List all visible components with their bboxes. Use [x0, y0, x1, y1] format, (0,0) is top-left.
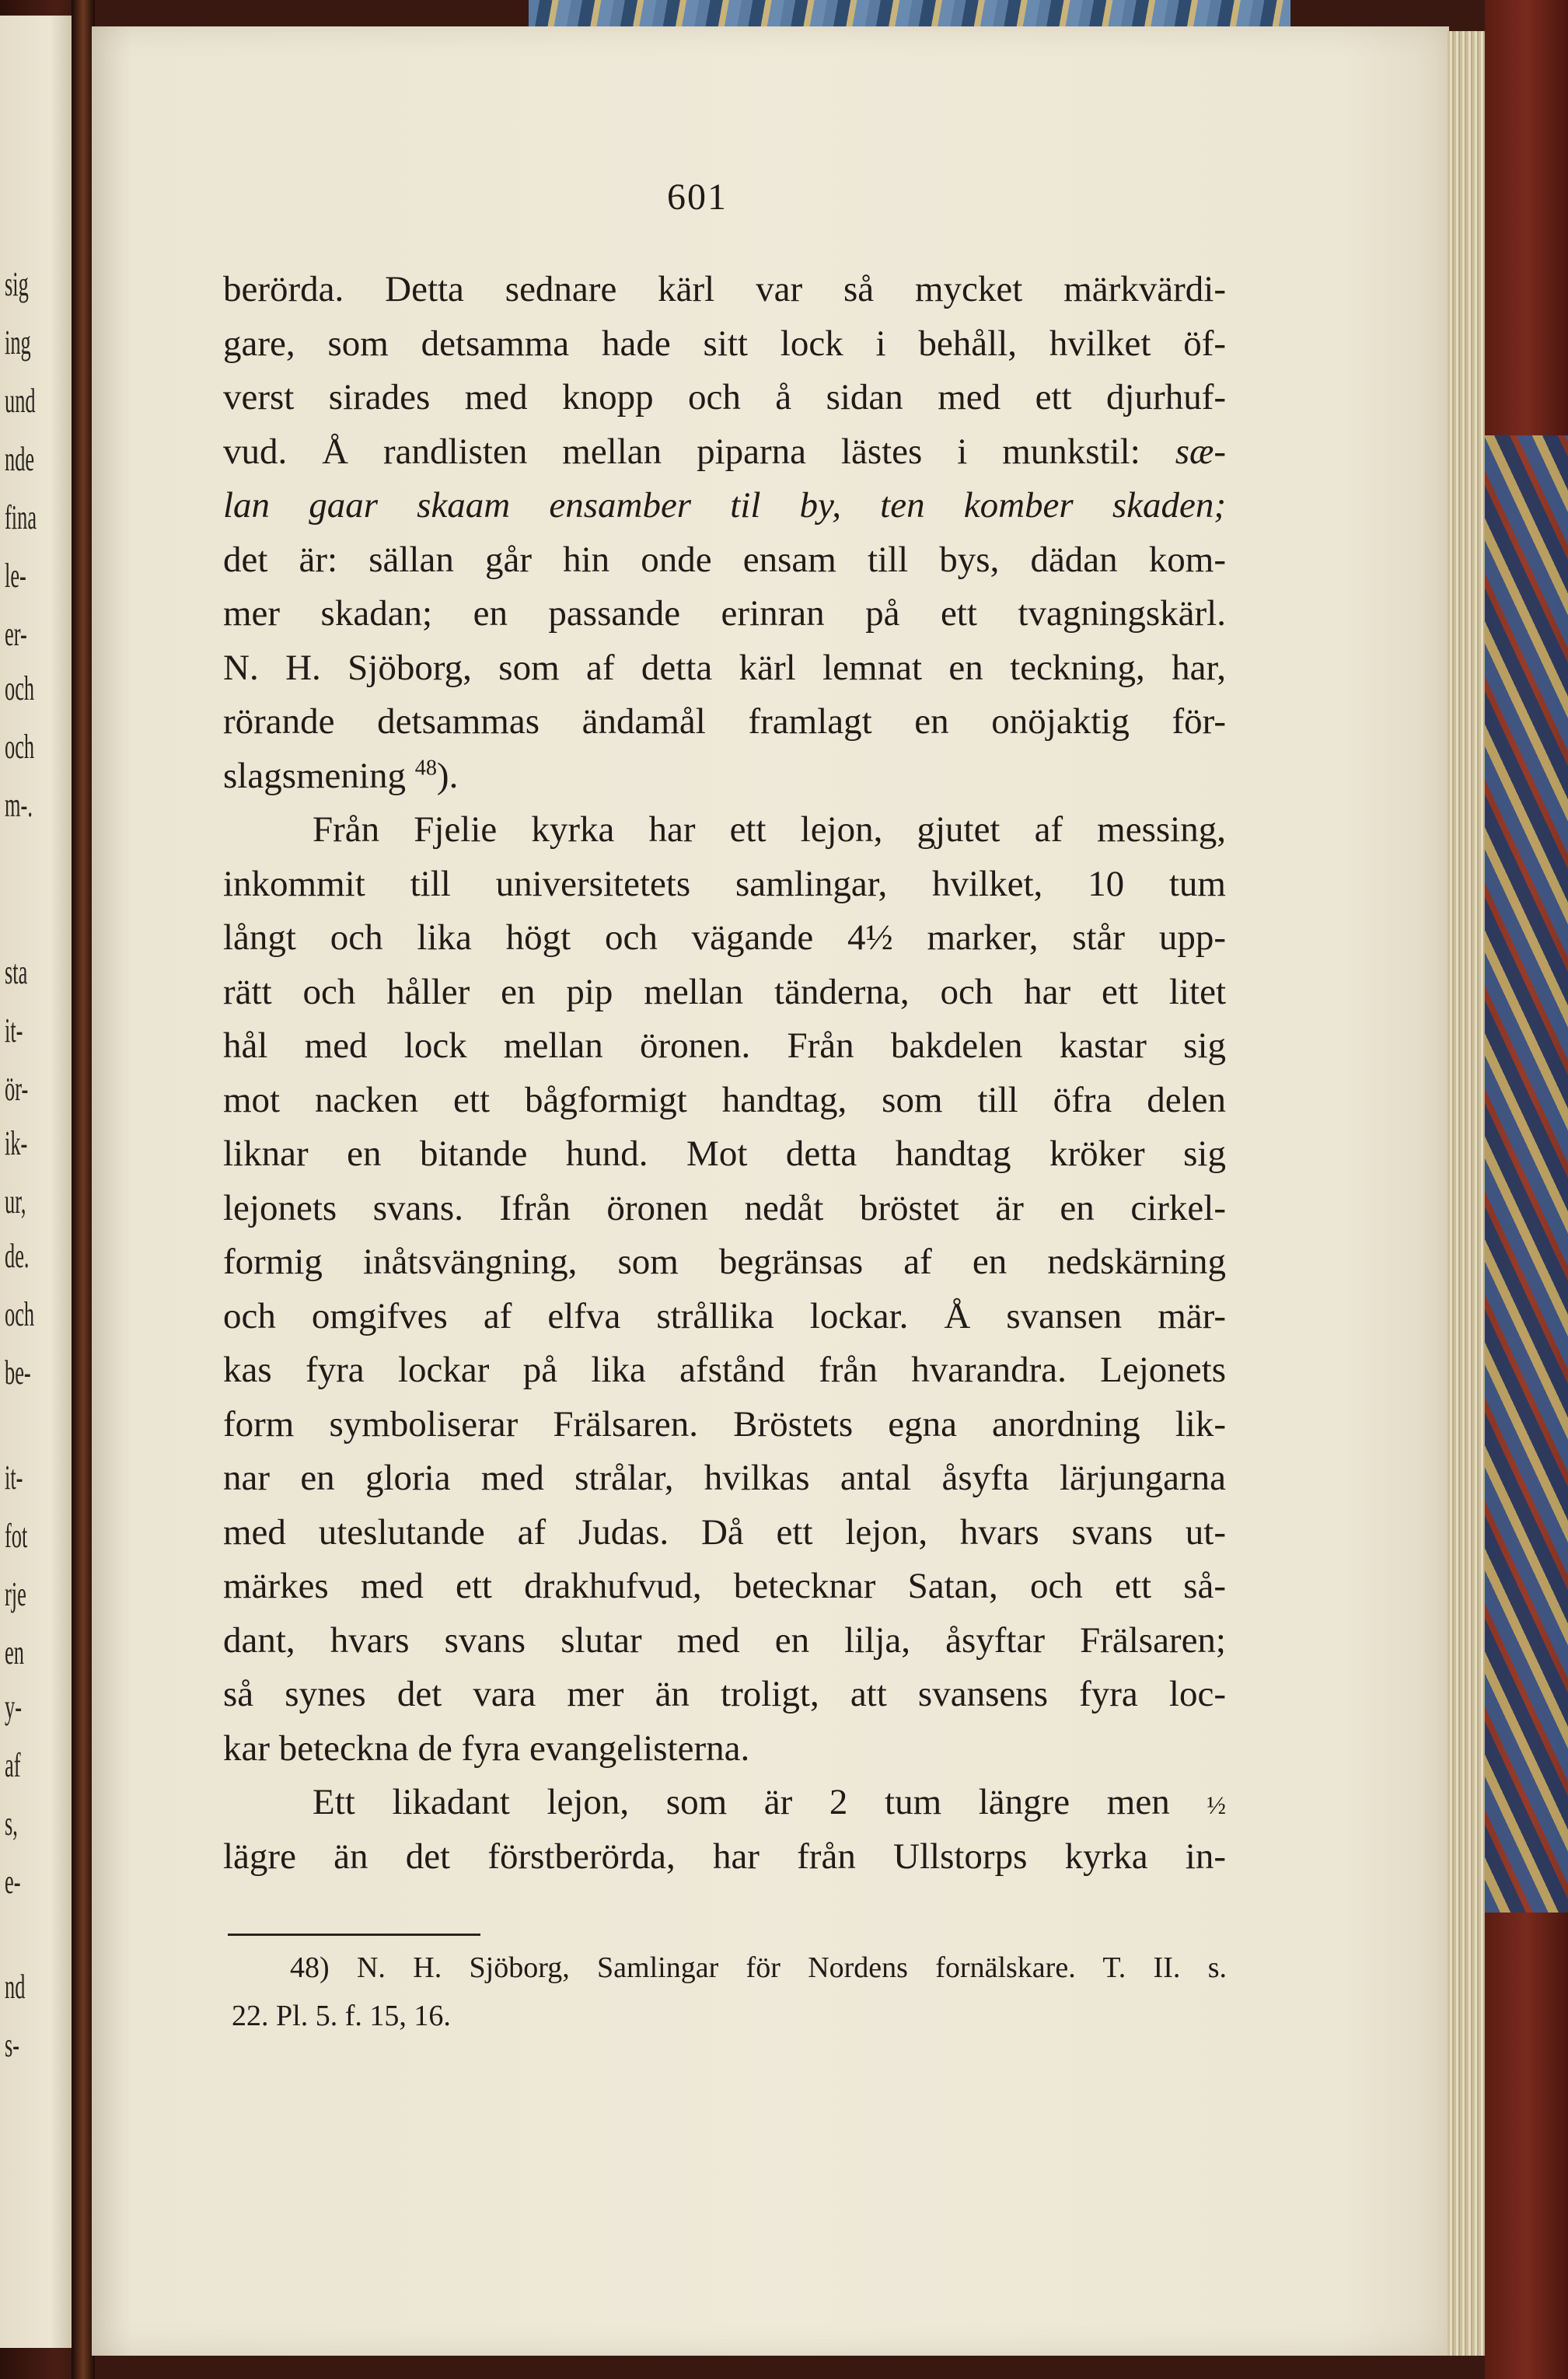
text-line: nar en gloria med strålar, hvilkas antal åsyfta lärjungarna [223, 1458, 1226, 1498]
prev-fragment: och [5, 1295, 35, 1333]
text-line: lägre än det förstberörda, har från Ullstorps kyrka in- [223, 1836, 1226, 1877]
text-line: berörda. Detta sednare kärl var så mycket märkvärdi- [223, 269, 1226, 309]
text-segment: Ett likadant lejon, som är 2 tum längre men [313, 1782, 1170, 1822]
footnote-line: 48) N. H. Sjöborg, Samlingar för Nordens fornälskare. T. II. s. [290, 1951, 1227, 1984]
weight-value: 4½ [847, 917, 893, 958]
text-line: hål med lock mellan öronen. Från bakdelen kastar sig [223, 1025, 1226, 1066]
prev-fragment: s- [5, 2026, 20, 2064]
text-line: mer skadan; en passande erinran på ett tvagningskärl. [223, 593, 1226, 634]
text-line [223, 911, 1226, 966]
text-line: rörande detsammas ändamål framlagt en onöjaktig för- [223, 701, 1226, 742]
italic-motto: lan gaar skaam ensamber til by, ten komber skaden; [223, 485, 1226, 526]
marbled-endpaper-right [1485, 435, 1568, 1913]
italic-motto-start: sæ- [1175, 431, 1227, 472]
text-segment: vud. Å randlisten mellan piparna lästes i munkstil: [223, 431, 1140, 472]
prev-fragment: ik- [5, 1124, 28, 1162]
prev-fragment: nd [5, 1968, 26, 2006]
text-line: mot nacken ett bågformigt handtag, som till öfra delen [223, 1079, 1226, 1120]
prev-fragment: och [5, 728, 35, 766]
prev-fragment: de. [5, 1237, 30, 1275]
text-segment: långt och lika högt och vägande [223, 917, 814, 958]
prev-fragment: ör- [5, 1070, 29, 1108]
prev-fragment: ing [5, 323, 31, 362]
prev-fragment: e- [5, 1863, 21, 1901]
body-text [223, 263, 1226, 1884]
text-line: så synes det vara mer än troligt, att svansens fyra loc- [223, 1674, 1226, 1714]
prev-fragment: fot [5, 1517, 28, 1555]
prev-fragment: nde [5, 440, 35, 478]
fraction: ½ [1207, 1792, 1227, 1820]
prev-fragment: be- [5, 1354, 31, 1392]
text-line: kas fyra lockar på lika afstånd från hvarandra. Lejonets [223, 1350, 1226, 1390]
prev-fragment: m-. [5, 786, 33, 824]
text-segment: marker, står upp- [927, 917, 1227, 958]
page-number: 601 [667, 176, 728, 218]
text-line: märkes med ett drakhufvud, betecknar Satan, och ett så- [223, 1566, 1226, 1606]
text-line [223, 1776, 1226, 1830]
footnote-ref: 48 [414, 755, 437, 780]
text-line: Från Fjelie kyrka har ett lejon, gjutet af messing, [313, 809, 1226, 850]
text-line-italic [223, 479, 1226, 533]
text-segment: ). [436, 755, 459, 796]
prev-fragment: sig [5, 265, 29, 303]
footnotes [232, 1944, 1227, 2040]
prev-fragment: it- [5, 1458, 23, 1497]
text-line: med uteslutande af Judas. Då ett lejon, hvars svans ut- [223, 1511, 1226, 1553]
prev-fragment: sta [5, 953, 28, 991]
prev-fragment: en [5, 1633, 24, 1672]
text-line: inkommit till universitetets samlingar, hvilket, 10 tum [223, 863, 1226, 904]
text-segment: slagsmening [223, 755, 406, 796]
prev-fragment: fina [5, 498, 37, 536]
prev-fragment: af [5, 1746, 21, 1784]
prev-fragment: rje [5, 1575, 26, 1613]
text-line: formig inåtsvängning, som begränsas af en nedskärning [223, 1242, 1226, 1282]
prev-fragment: it- [5, 1011, 23, 1050]
prev-fragment: s, [5, 1804, 18, 1843]
prev-fragment: y- [5, 1688, 22, 1726]
text-line: det är: sällan går hin onde ensam till bys, dädan kom- [223, 539, 1226, 580]
text-line: gare, som detsamma hade sitt lock i behåll, hvilket öf- [223, 323, 1226, 364]
prev-fragment: le- [5, 557, 26, 595]
text-line [223, 749, 1226, 804]
text-line: verst sirades med knopp och å sidan med ett djurhuf- [223, 377, 1226, 417]
footnote-divider [228, 1934, 480, 1936]
page-edges [1448, 31, 1485, 2356]
prev-fragment: ur, [5, 1183, 26, 1221]
text-line: form symboliserar Frälsaren. Bröstets egna anordning lik- [223, 1403, 1226, 1445]
prev-fragment: und [5, 382, 36, 420]
footnote-line: 22. Pl. 5. f. 15, 16. [232, 2000, 451, 2032]
text-line: liknar en bitande hund. Mot detta handtag kröker sig [223, 1134, 1226, 1174]
text-line: dant, hvars svans slutar med en lilja, åsyftar Frälsaren; [223, 1619, 1226, 1661]
text-line: och omgifves af elfva strållika lockar. Å svansen mär- [223, 1295, 1226, 1336]
previous-page-edge [0, 16, 72, 2348]
text-line: lejonets svans. Ifrån öronen nedåt bröstet är en cirkel- [223, 1187, 1226, 1228]
prev-fragment: och [5, 669, 35, 707]
text-line: kar beteckna de fyra evangelisterna. [223, 1727, 750, 1769]
text-line [223, 425, 1226, 480]
text-line: rätt och håller en pip mellan tänderna, och har ett litet [223, 971, 1226, 1012]
prev-fragment: er- [5, 615, 27, 653]
text-line: N. H. Sjöborg, som af detta kärl lemnat en teckning, har, [223, 647, 1226, 688]
